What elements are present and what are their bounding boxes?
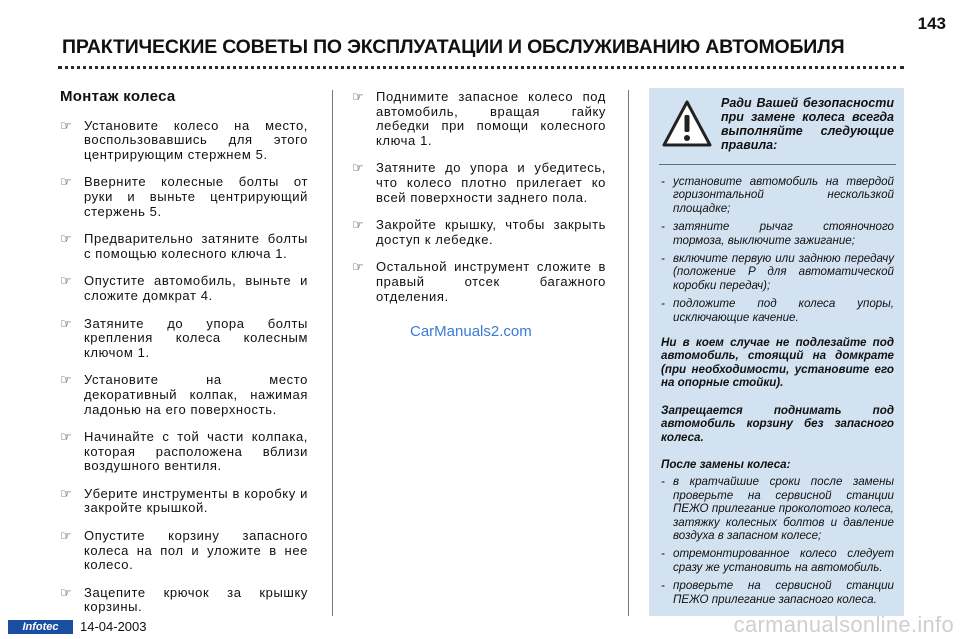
page-title: ПРАКТИЧЕСКИЕ СОВЕТЫ ПО ЭКСПЛУАТАЦИИ И ОБСЛУЖИВАНИЮ АВТОМОБИЛЯ: [62, 36, 845, 58]
instruction-text: Уберите инструменты в коробку и закройте крышкой.: [84, 485, 308, 516]
dash-marker: -: [661, 297, 665, 311]
after-change-item-text: в кратчайшие сроки после замены проверьте на сервисной станции ПЕЖО прилегание проколотого колеса, затяжку колесных болтов и давление воздуха в запасном колесе;: [673, 475, 894, 542]
pointing-hand-icon: ☞: [352, 259, 364, 275]
warning-separator: [659, 164, 896, 165]
footer-site-watermark: carmanualsonline.info: [733, 612, 954, 637]
instruction-list-continued: [352, 90, 606, 304]
column-divider-left: [332, 90, 333, 616]
column-divider-right: [628, 90, 629, 616]
instruction-text: Зацепите крючок за крышку корзины.: [84, 584, 308, 615]
after-change-item: [661, 579, 894, 606]
instruction-item: [352, 260, 606, 304]
dash-marker: -: [661, 252, 665, 266]
prohibition-text: Запрещается поднимать под автомобиль корзину без запасного колеса.: [661, 403, 894, 444]
pointing-hand-icon: ☞: [352, 160, 364, 176]
middle-column: [352, 90, 606, 317]
warning-triangle-icon: [661, 99, 713, 149]
instruction-text: Остальной инструмент сложите в правый отсек багажного отделения.: [376, 259, 606, 304]
after-change-item: [661, 547, 894, 574]
instruction-text: Установите колесо на место, воспользовавшись для этого центрирующим стержнем 5.: [84, 117, 308, 162]
instruction-item: [60, 274, 308, 303]
title-divider: [58, 66, 904, 69]
instruction-item: [60, 487, 308, 516]
safety-rule-text: установите автомобиль на твердой горизонтальной нескользкой площадке;: [673, 175, 894, 215]
instruction-item: [352, 161, 606, 205]
instruction-text: Установите на место декоративный колпак, нажимая ладонью на его поверхность.: [84, 372, 308, 417]
jack-caution-text: Ни в коем случае не подлезайте под автомобиль, стоящий на домкрате (при необходимости, установите его на опорные стойки).: [661, 336, 894, 390]
pointing-hand-icon: ☞: [60, 174, 72, 190]
instruction-text: Затяните до упора и убедитесь, что колесо плотно прилегает ко всей поверхности заднего пола.: [376, 160, 606, 205]
pointing-hand-icon: ☞: [60, 372, 72, 388]
instruction-item: [60, 317, 308, 361]
after-change-item: [661, 475, 894, 542]
safety-rule-text: включите первую или заднюю передачу (положение P для автоматической коробки передач);: [673, 252, 894, 292]
safety-warning-box: [649, 88, 904, 616]
pointing-hand-icon: ☞: [60, 485, 72, 501]
instruction-item: [60, 232, 308, 261]
watermark-text: CarManuals2.com: [410, 323, 532, 340]
instruction-text: Поднимите запасное колесо под автомобиль, вращая гайку лебедки при помощи колесного ключа 1.: [376, 89, 606, 148]
dash-marker: -: [661, 547, 665, 561]
pointing-hand-icon: ☞: [60, 117, 72, 133]
instruction-item: [60, 586, 308, 615]
safety-rule-text: подложите под колеса упоры, исключающие качение.: [673, 297, 894, 324]
warning-header: [661, 96, 894, 152]
section-heading: Монтаж колеса: [60, 88, 176, 105]
after-change-item-text: отремонтированное колесо следует сразу же установить на автомобиль.: [673, 547, 894, 574]
instruction-text: Начинайте с той части колпака, которая расположена вблизи воздушного вентиля.: [84, 429, 308, 474]
after-change-list: [661, 475, 894, 606]
instruction-item: [352, 218, 606, 247]
instruction-text: Затяните до упора болты крепления колеса колесным ключом 1.: [84, 315, 308, 360]
infotec-logo: Infotec: [8, 620, 73, 634]
safety-rule: [661, 220, 894, 247]
safety-rule: [661, 252, 894, 292]
safety-rule-text: затяните рычаг стояночного тормоза, выключите зажигание;: [673, 220, 894, 247]
safety-rule: [661, 297, 894, 324]
instruction-item: [60, 529, 308, 573]
instruction-text: Закройте крышку, чтобы закрыть доступ к лебедке.: [376, 217, 606, 247]
pointing-hand-icon: ☞: [60, 584, 72, 600]
instruction-item: [60, 373, 308, 417]
instruction-text: Опустите корзину запасного колеса на пол и уложите в нее колесо.: [84, 528, 308, 573]
instruction-list: [60, 119, 308, 615]
safety-rules-list: [661, 175, 894, 324]
after-change-item-text: проверьте на сервисной станции ПЕЖО прилегание запасного колеса.: [673, 579, 894, 606]
footer-date: 14-04-2003: [80, 619, 147, 634]
pointing-hand-icon: ☞: [60, 528, 72, 544]
instruction-item: [60, 119, 308, 163]
dash-marker: -: [661, 475, 665, 489]
instruction-item: [352, 90, 606, 148]
instruction-item: [60, 430, 308, 474]
instruction-text: Опустите автомобиль, выньте и сложите домкрат 4.: [84, 273, 308, 303]
pointing-hand-icon: ☞: [60, 315, 72, 331]
dash-marker: -: [661, 220, 665, 234]
warning-heading: Ради Вашей безопасности при замене колеса всегда выполняйте следующие правила:: [721, 96, 894, 152]
pointing-hand-icon: ☞: [60, 429, 72, 445]
pointing-hand-icon: ☞: [60, 273, 72, 289]
dash-marker: -: [661, 175, 665, 188]
instruction-text: Вверните колесные болты от руки и выньте центрирующий стержень 5.: [84, 174, 308, 219]
page-number: 143: [917, 14, 946, 33]
dash-marker: -: [661, 579, 665, 593]
instruction-text: Предварительно затяните болты с помощью колесного ключа 1.: [84, 231, 308, 261]
after-change-heading: После замены колеса:: [661, 457, 791, 471]
left-column: [60, 90, 308, 628]
pointing-hand-icon: ☞: [60, 231, 72, 247]
safety-rule: [661, 175, 894, 215]
pointing-hand-icon: ☞: [352, 217, 364, 233]
pointing-hand-icon: ☞: [352, 89, 364, 104]
instruction-item: [60, 175, 308, 219]
